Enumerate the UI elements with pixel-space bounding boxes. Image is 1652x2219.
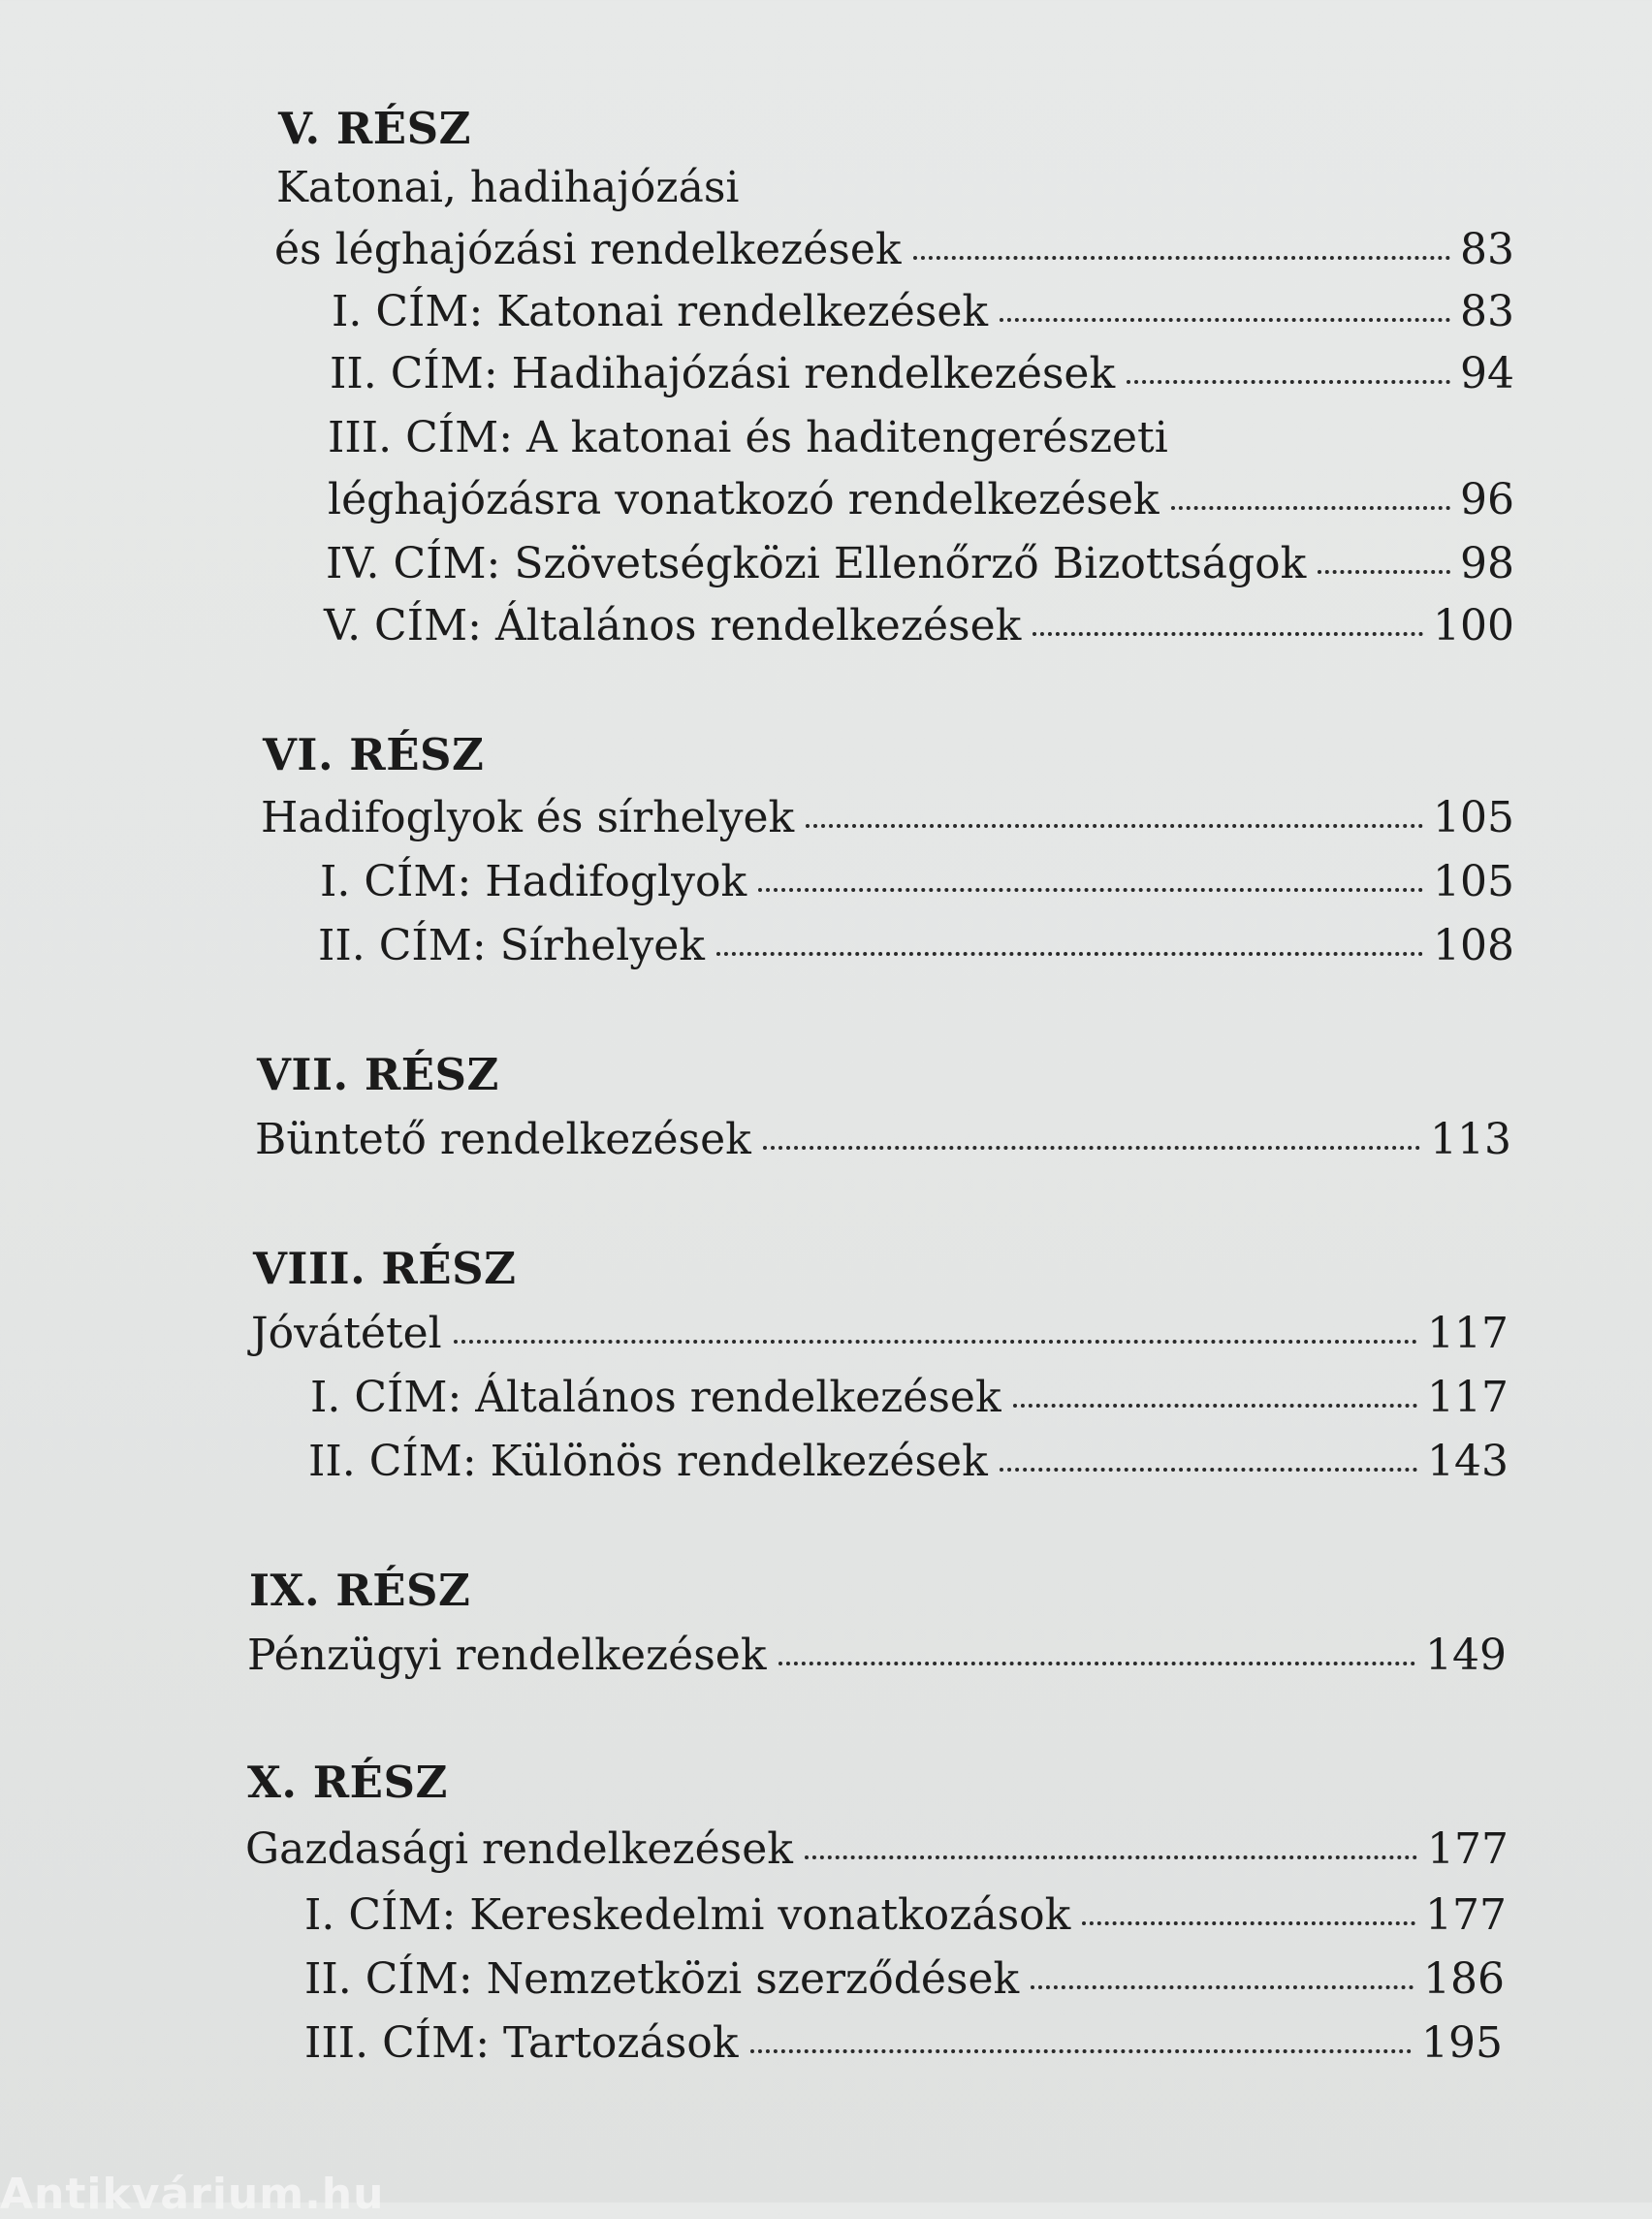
page-number: 83 [1460,225,1514,274]
toc-entry: II. CÍM: Sírhelyek 108 [318,921,1514,970]
page-number: 117 [1427,1373,1509,1422]
toc-entry-line1: III. CÍM: A katonai és haditengerészeti [328,413,1168,462]
part-title: Katonai, hadihajózási [276,163,740,212]
page-number: 177 [1425,1890,1507,1940]
part-heading: VII. RÉSZ [257,1049,499,1100]
page-number: 149 [1425,1631,1507,1680]
toc-entry: Hadifoglyok és sírhelyek 105 [261,793,1514,842]
page-number: 100 [1433,601,1514,650]
dot-leader [805,1855,1417,1859]
page-number: 105 [1433,857,1514,906]
page-number: 98 [1460,539,1514,588]
dot-leader [1032,632,1423,636]
dot-leader [454,1340,1417,1344]
toc-entry: Jóvátétel 117 [251,1309,1509,1358]
toc-entry: II. CÍM: Hadihajózási rendelkezések 94 [330,349,1514,398]
page-number: 105 [1433,793,1514,842]
page-number: 177 [1427,1824,1509,1874]
toc-entry: Pénzügyi rendelkezések 149 [247,1631,1507,1680]
page-number: 117 [1427,1309,1509,1358]
toc-entry: Gazdasági rendelkezések 177 [245,1824,1509,1874]
part-heading: IX. RÉSZ [249,1565,471,1616]
page-number: 108 [1433,921,1514,970]
toc-entry: I. CÍM: Hadifoglyok 105 [320,857,1514,906]
dot-leader [1318,570,1450,574]
page-number: 94 [1460,349,1514,398]
dot-leader [1127,380,1450,384]
dot-leader [758,888,1423,892]
dot-leader [1171,506,1450,510]
dot-leader [1000,318,1450,322]
dot-leader [750,2049,1412,2053]
dot-leader [1031,1985,1414,1989]
toc-entry: I. CÍM: Kereskedelmi vonatkozások 177 [304,1890,1507,1940]
page-number: 143 [1427,1437,1509,1486]
page-number: 113 [1430,1115,1511,1164]
toc-entry: léghajózásra vonatkozó rendelkezések 96 [328,475,1514,524]
toc-entry: II. CÍM: Nemzetközi szerződések 186 [304,1954,1505,2004]
watermark: Antikvárium.hu [0,2170,385,2219]
part-heading: V. RÉSZ [278,103,471,154]
toc-entry: és léghajózási rendelkezések 83 [274,225,1514,274]
page-number: 96 [1460,475,1514,524]
part-heading: VI. RÉSZ [263,729,485,780]
dot-leader [1082,1921,1415,1925]
dot-leader [913,256,1450,260]
toc-entry: I. CÍM: Katonai rendelkezések 83 [332,287,1514,336]
page-number: 195 [1421,2018,1503,2068]
toc-entry: I. CÍM: Általános rendelkezések 117 [310,1373,1509,1422]
dot-leader [716,952,1423,956]
dot-leader [763,1146,1420,1150]
toc-entry: Büntető rendelkezések 113 [255,1115,1511,1164]
toc-entry: II. CÍM: Különös rendelkezések 143 [308,1437,1509,1486]
toc-entry: IV. CÍM: Szövetségközi Ellenőrző Bizottságok 98 [326,539,1514,588]
dot-leader [778,1662,1416,1665]
part-heading: VIII. RÉSZ [253,1243,517,1294]
toc-entry: V. CÍM: Általános rendelkezések 100 [324,601,1514,650]
toc-entry: III. CÍM: Tartozások 195 [304,2018,1503,2068]
dot-leader [1013,1404,1417,1408]
page-number: 83 [1460,287,1514,336]
dot-leader [806,824,1423,828]
page-number: 186 [1423,1954,1505,2004]
part-heading: X. RÉSZ [247,1757,448,1808]
dot-leader [1000,1468,1417,1472]
